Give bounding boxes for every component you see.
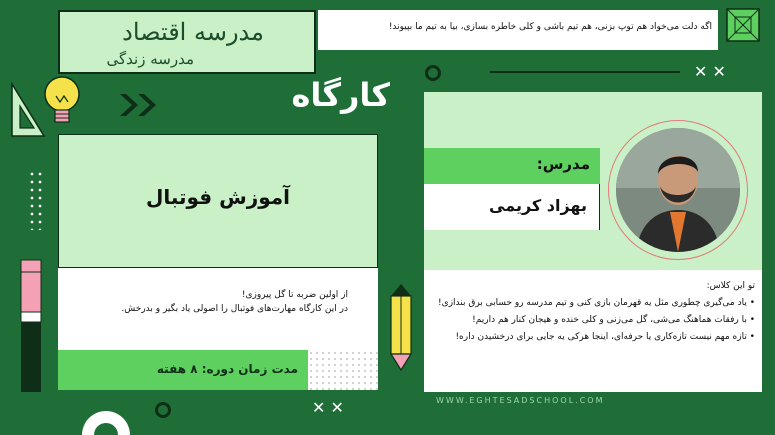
lightbulb-icon bbox=[42, 72, 82, 132]
class-intro-item-2: • با رفقات هماهنگ می‌شی، گل می‌زنی و کلی خنده و هیجان کنار هم داریم! bbox=[472, 315, 755, 325]
marker-icon bbox=[18, 256, 44, 396]
ring-icon bbox=[425, 65, 441, 81]
pencil-icon bbox=[388, 282, 414, 372]
course-title-box bbox=[58, 134, 378, 268]
teacher-photo-illustration bbox=[616, 128, 740, 252]
double-chevron-icon bbox=[118, 92, 160, 118]
class-intro-item-3: • تازه مهم نیست تازه‌کاری یا حرفه‌ای، اینجا هرکی یه جایی برای درخشیدن داره! bbox=[455, 332, 755, 342]
ruler-triangle-icon bbox=[8, 80, 48, 140]
brand-logo-box bbox=[58, 10, 316, 74]
dot-grid bbox=[28, 170, 44, 230]
divider-line bbox=[490, 71, 680, 73]
teacher-name: بهزاد کریمی bbox=[489, 196, 587, 215]
tagline-box bbox=[318, 10, 718, 50]
brand-sub-text: مدرسه زندگی bbox=[106, 50, 194, 68]
course-duration-box bbox=[58, 350, 308, 390]
class-intro-heading: تو این کلاس: bbox=[706, 281, 755, 291]
class-intro bbox=[435, 278, 755, 346]
course-description-line-1: از اولین ضربه تا گل پیروزی! bbox=[241, 290, 348, 300]
teacher-label: مدرس: bbox=[536, 155, 590, 173]
ring-icon bbox=[155, 402, 171, 418]
half-circle-shape bbox=[80, 398, 132, 435]
course-title: آموزش فوتبال bbox=[145, 185, 291, 209]
x-mark-icon: ✕ ✕ bbox=[312, 398, 344, 417]
teacher-label-box bbox=[424, 148, 600, 184]
grid-tile-icon bbox=[726, 8, 760, 42]
class-intro-item-1: • یاد می‌گیری چطوری مثل یه قهرمان بازی کنی و تیم مدرسه رو حسابی برق بندازی! bbox=[438, 298, 755, 308]
site-url-link[interactable]: WWW.EGHTESADSCHOOL.COM bbox=[436, 396, 605, 405]
teacher-photo bbox=[616, 128, 740, 252]
workshop-title: کارگاه bbox=[291, 76, 390, 114]
tagline-text: اگه دلت می‌خواد هم توپ بزنی، هم تیم باشی و کلی خاطره بسازی، بیا به تیم ما بپیوند! bbox=[388, 22, 712, 32]
x-mark-icon: ✕ ✕ bbox=[694, 62, 726, 81]
course-description-line-2: در این کارگاه مهارت‌های فوتبال را اصولی یاد بگیر و بدرخش. bbox=[121, 304, 348, 314]
teacher-name-box bbox=[424, 184, 600, 230]
course-description bbox=[68, 288, 348, 316]
course-duration: مدت زمان دوره: ۸ هفته bbox=[156, 362, 298, 376]
brand-main-text: مدرسه اقتصاد bbox=[122, 18, 264, 46]
course-description-box bbox=[58, 268, 378, 350]
dotted-pattern-box bbox=[308, 350, 378, 390]
